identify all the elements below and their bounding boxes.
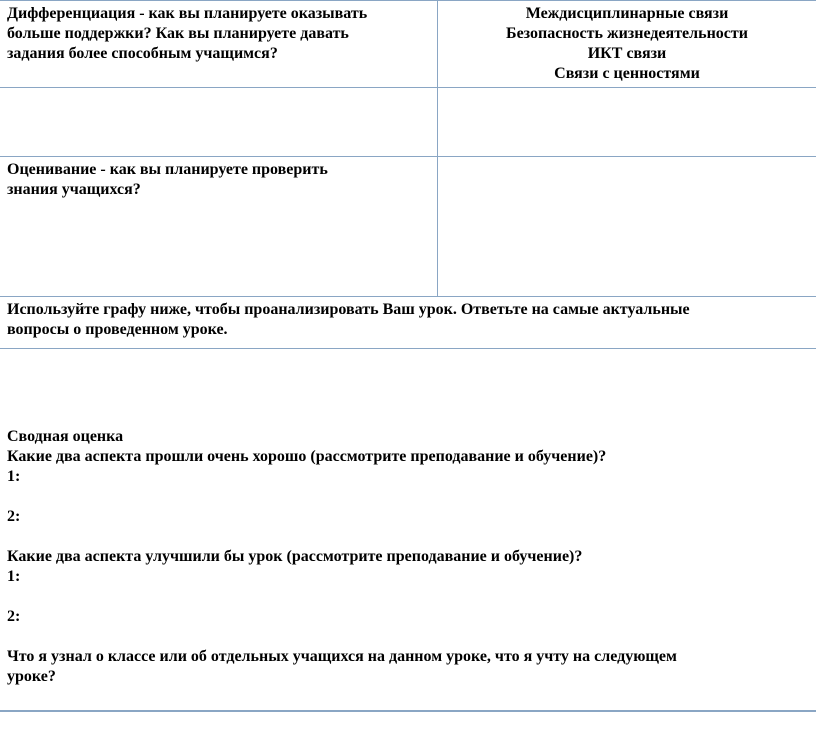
table-row-analysis-prompt bbox=[0, 297, 816, 349]
table-row-summary bbox=[0, 422, 816, 712]
analysis-answer-cell[interactable] bbox=[0, 349, 816, 422]
went-well-item-2-label: 2: bbox=[7, 508, 21, 525]
analysis-prompt-line-2: вопросы о проведенном уроке. bbox=[7, 321, 228, 338]
improve-item-2-label: 2: bbox=[7, 608, 21, 625]
table-row-differentiation bbox=[0, 1, 816, 88]
links-line-values: Связи с ценностями bbox=[554, 65, 700, 82]
links-line-safety: Безопасность жизнедеятельности bbox=[506, 25, 748, 42]
analysis-prompt-cell bbox=[0, 297, 816, 348]
learned-question-line-1: Что я узнал о классе или об отдельных учащихся на данном уроке, что я учту на следующем bbox=[7, 648, 677, 665]
learned-question-line-2: уроке? bbox=[7, 668, 56, 685]
assessment-answer-cell[interactable] bbox=[437, 157, 816, 296]
assessment-cell[interactable] bbox=[0, 157, 437, 296]
table-row-assessment bbox=[0, 157, 816, 297]
went-well-item-1-label: 1: bbox=[7, 468, 21, 485]
summary-cell[interactable] bbox=[0, 422, 816, 712]
assessment-heading-line-1: Оценивание - как вы планируете проверить bbox=[7, 161, 328, 178]
table-row-empty bbox=[0, 88, 816, 157]
cross-curricular-links-cell[interactable] bbox=[437, 1, 816, 87]
went-well-question: Какие два аспекта прошли очень хорошо (рассмотрите преподавание и обучение)? bbox=[7, 448, 607, 465]
links-line-ict: ИКТ связи bbox=[587, 45, 667, 62]
spacer bbox=[7, 487, 809, 507]
assessment-heading-line-2: знания учащихся? bbox=[7, 181, 141, 198]
improve-question: Какие два аспекта улучшили бы урок (рассмотрите преподавание и обучение)? bbox=[7, 548, 583, 565]
differentiation-heading-line-3: задания более способным учащимся? bbox=[7, 45, 278, 62]
differentiation-heading-line-2: больше поддержки? Как вы планируете давать bbox=[7, 25, 349, 42]
differentiation-cell[interactable] bbox=[0, 1, 437, 87]
table-row-analysis-answer bbox=[0, 349, 816, 422]
analysis-prompt-line-1: Используйте графу ниже, чтобы проанализировать Ваш урок. Ответьте на самые актуальные bbox=[7, 301, 690, 318]
spacer bbox=[7, 587, 809, 607]
links-answer-cell[interactable] bbox=[437, 88, 816, 156]
spacer bbox=[7, 627, 809, 647]
improve-item-1-label: 1: bbox=[7, 568, 21, 585]
links-line-interdisciplinary: Междисциплинарные связи bbox=[525, 5, 729, 22]
summary-title: Сводная оценка bbox=[7, 428, 124, 445]
differentiation-heading-line-1: Дифференциация - как вы планируете оказывать bbox=[7, 5, 368, 22]
differentiation-answer-cell[interactable] bbox=[0, 88, 437, 156]
spacer bbox=[7, 527, 809, 547]
